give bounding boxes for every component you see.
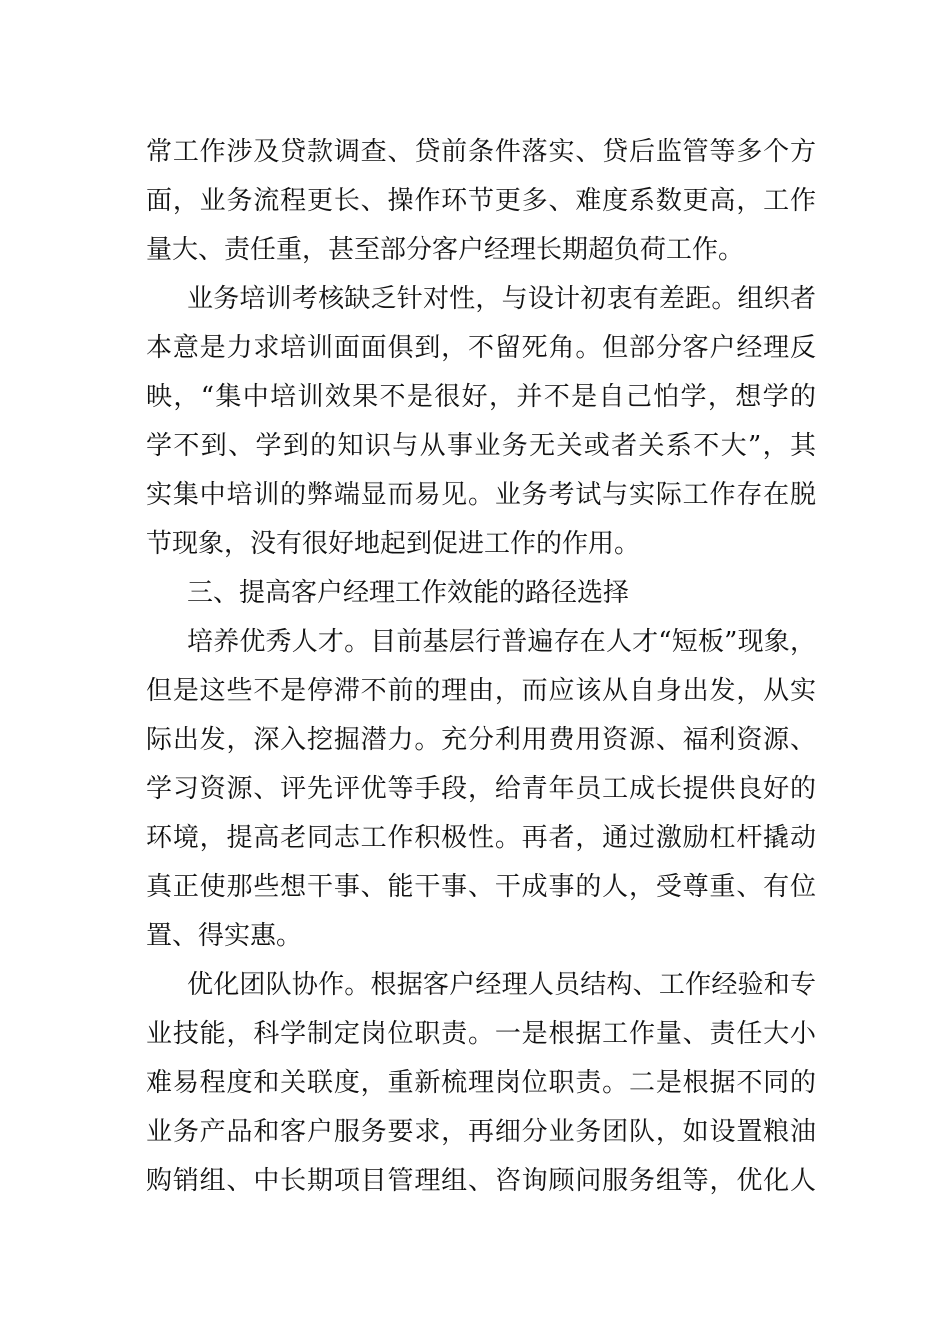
text-line: 环境，提高老同志工作积极性。再者，通过激励杠杆撬动 — [146, 823, 816, 853]
text-line: 三、提高客户经理工作效能的路径选择 — [187, 578, 630, 608]
text-line: 但是这些不是停滞不前的理由，而应该从自身出发，从实 — [146, 676, 816, 706]
text-line: 培养优秀人才。目前基层行普遍存在人才“短板”现象， — [187, 627, 816, 657]
text-line: 业技能，科学制定岗位职责。一是根据工作量、责任大小 — [146, 1019, 816, 1049]
text-line: 量大、责任重，甚至部分客户经理长期超负荷工作。 — [146, 235, 745, 265]
text-line: 难易程度和关联度，重新梳理岗位职责。二是根据不同的 — [146, 1068, 816, 1098]
text-line: 实集中培训的弊端显而易见。业务考试与实际工作存在脱 — [146, 480, 816, 510]
text-line: 本意是力求培训面面俱到，不留死角。但部分客户经理反 — [146, 333, 816, 363]
body-text — [146, 128, 816, 1206]
text-line: 置、得实惠。 — [146, 921, 303, 951]
text-line: 真正使那些想干事、能干事、干成事的人，受尊重、有位 — [146, 872, 816, 902]
text-line: 学习资源、评先评优等手段，给青年员工成长提供良好的 — [146, 774, 816, 804]
text-line: 面，业务流程更长、操作环节更多、难度系数更高，工作 — [146, 186, 816, 216]
text-line: 优化团队协作。根据客户经理人员结构、工作经验和专 — [187, 970, 816, 1000]
text-line: 业务培训考核缺乏针对性，与设计初衷有差距。组织者 — [187, 284, 816, 314]
text-line: 映，“集中培训效果不是很好，并不是自己怕学，想学的 — [146, 382, 816, 412]
text-line: 常工作涉及贷款调查、贷前条件落实、贷后监管等多个方 — [146, 137, 816, 167]
text-line: 际出发，深入挖掘潜力。充分利用费用资源、福利资源、 — [146, 725, 816, 755]
text-line: 学不到、学到的知识与从事业务无关或者关系不大”，其 — [146, 431, 816, 461]
text-line: 业务产品和客户服务要求，再细分业务团队，如设置粮油 — [146, 1117, 816, 1147]
text-line: 节现象，没有很好地起到促进工作的作用。 — [146, 529, 641, 559]
text-line: 购销组、中长期项目管理组、咨询顾问服务组等，优化人 — [146, 1166, 816, 1196]
